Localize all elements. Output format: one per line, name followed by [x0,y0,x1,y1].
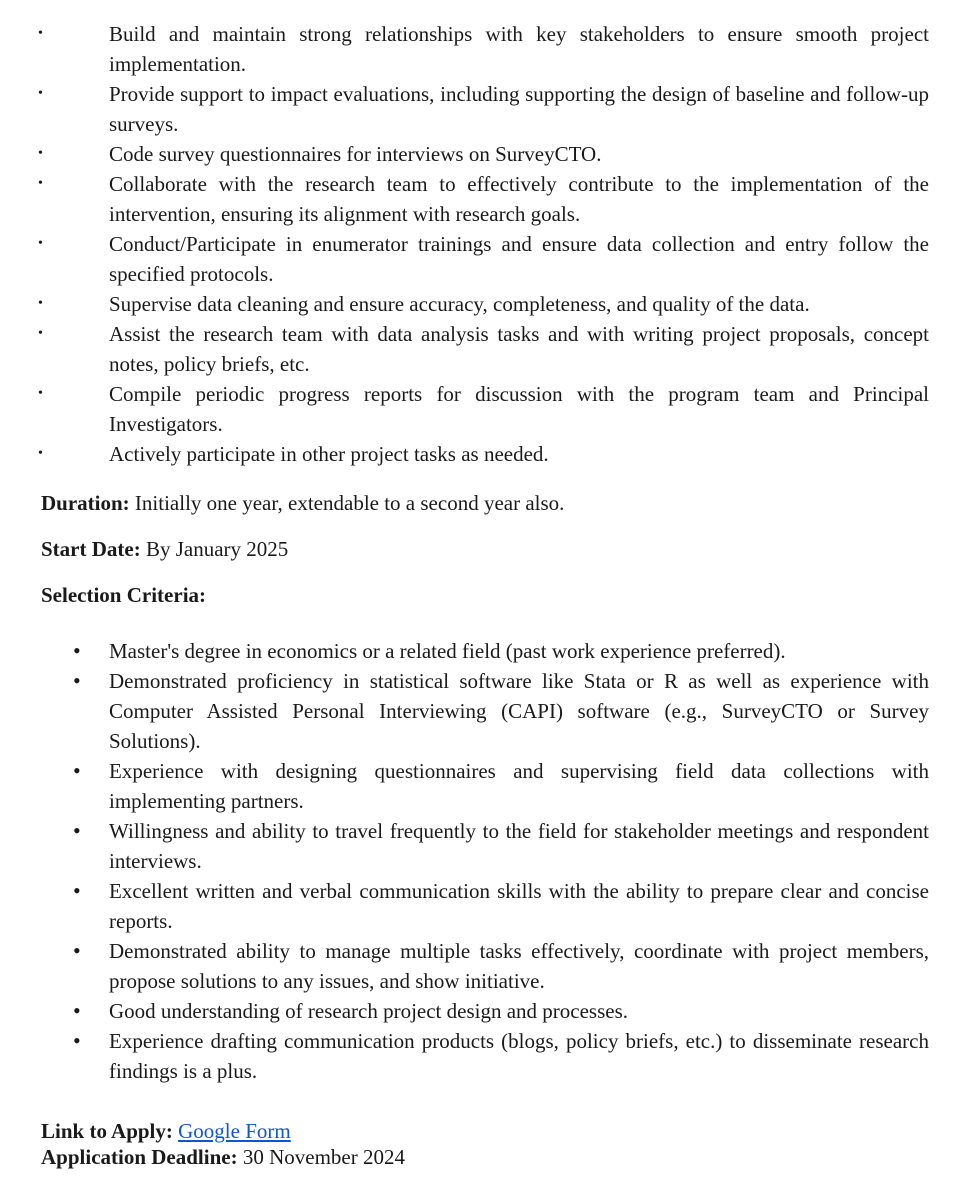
bullet-icon: • [73,758,81,783]
list-item-text: Experience drafting communication products (blogs, policy briefs, etc.) to disseminate research findings is a plus. [109,1029,929,1083]
list-item-text: Supervise data cleaning and ensure accuracy, completeness, and quality of the data. [109,292,810,316]
list-item-text: Demonstrated proficiency in statistical software like Stata or R as well as experience with Computer Assisted Personal Interviewing (CAPI) software (e.g., SurveyCTO or Survey Solutions). [109,669,929,753]
list-item-text: Conduct/Participate in enumerator trainings and ensure data collection and entry follow the specified protocols. [109,232,929,286]
list-item-text: Good understanding of research project design and processes. [109,999,629,1023]
bullet-icon: • [73,638,81,663]
bullet-icon: • [38,236,43,251]
list-item-text: Compile periodic progress reports for discussion with the program team and Principal Investigators. [109,382,929,436]
bullet-icon: • [38,326,43,341]
bullet-icon: • [38,386,43,401]
list-item-text: Provide support to impact evaluations, including supporting the design of baseline and follow-up surveys. [109,82,929,136]
list-item [0,756,929,816]
list-item-text: Assist the research team with data analysis tasks and with writing project proposals, concept notes, policy briefs, etc. [109,322,929,376]
list-item [0,816,929,876]
list-item [0,229,929,289]
list-item [0,876,929,936]
deadline-label: Application Deadline: [41,1145,238,1169]
bullet-icon: • [73,998,81,1023]
bullet-icon: • [38,176,43,191]
list-item-text: Master's degree in economics or a related field (past work experience preferred). [109,639,786,663]
bullet-icon: • [73,878,81,903]
list-item-text: Build and maintain strong relationships with key stakeholders to ensure smooth project implementation. [109,22,929,76]
duration-value: Initially one year, extendable to a second year also. [134,491,565,515]
list-item-text: Actively participate in other project tasks as needed. [109,442,549,466]
bullet-icon: • [38,146,43,161]
list-item [0,439,929,469]
bullet-icon: • [73,818,81,843]
start-date-label: Start Date: [41,537,141,561]
deadline-line [41,1142,405,1172]
list-item [0,379,929,439]
start-date-value: By January 2025 [145,537,289,561]
list-item-text: Willingness and ability to travel frequently to the field for stakeholder meetings and respondent interviews. [109,819,929,873]
list-item-text: Experience with designing questionnaires and supervising field data collections with implementing partners. [109,759,929,813]
list-item [0,936,929,996]
google-form-link[interactable]: Google Form [178,1119,291,1143]
list-item-text: Demonstrated ability to manage multiple tasks effectively, coordinate with project members, propose solutions to any issues, and show initiative. [109,939,929,993]
duration-label: Duration: [41,491,130,515]
list-item-text: Excellent written and verbal communication skills with the ability to prepare clear and concise reports. [109,879,929,933]
list-item [0,636,929,666]
list-item [0,79,929,139]
list-item [0,1026,929,1086]
list-item-text: Collaborate with the research team to effectively contribute to the implementation of the intervention, ensuring its alignment with research goals. [109,172,929,226]
bullet-icon: • [38,296,43,311]
selection-criteria-heading: Selection Criteria: [41,583,207,607]
apply-label: Link to Apply: [41,1119,173,1143]
list-item [0,139,929,169]
list-item [0,996,929,1026]
bullet-icon: • [73,1028,81,1053]
duration-line [41,488,564,518]
start-date-line [41,534,288,564]
bullet-icon: • [38,446,43,461]
list-item [0,666,929,756]
list-item-text: Code survey questionnaires for interviews on SurveyCTO. [109,142,602,166]
bullet-icon: • [38,26,43,41]
responsibilities-list [0,19,980,469]
bullet-icon: • [73,938,81,963]
deadline-value: 30 November 2024 [242,1145,405,1169]
selection-criteria-list [0,636,980,1086]
list-item [0,289,929,319]
bullet-icon: • [38,86,43,101]
list-item [0,169,929,229]
list-item [0,19,929,79]
list-item [0,319,929,379]
bullet-icon: • [73,668,81,693]
